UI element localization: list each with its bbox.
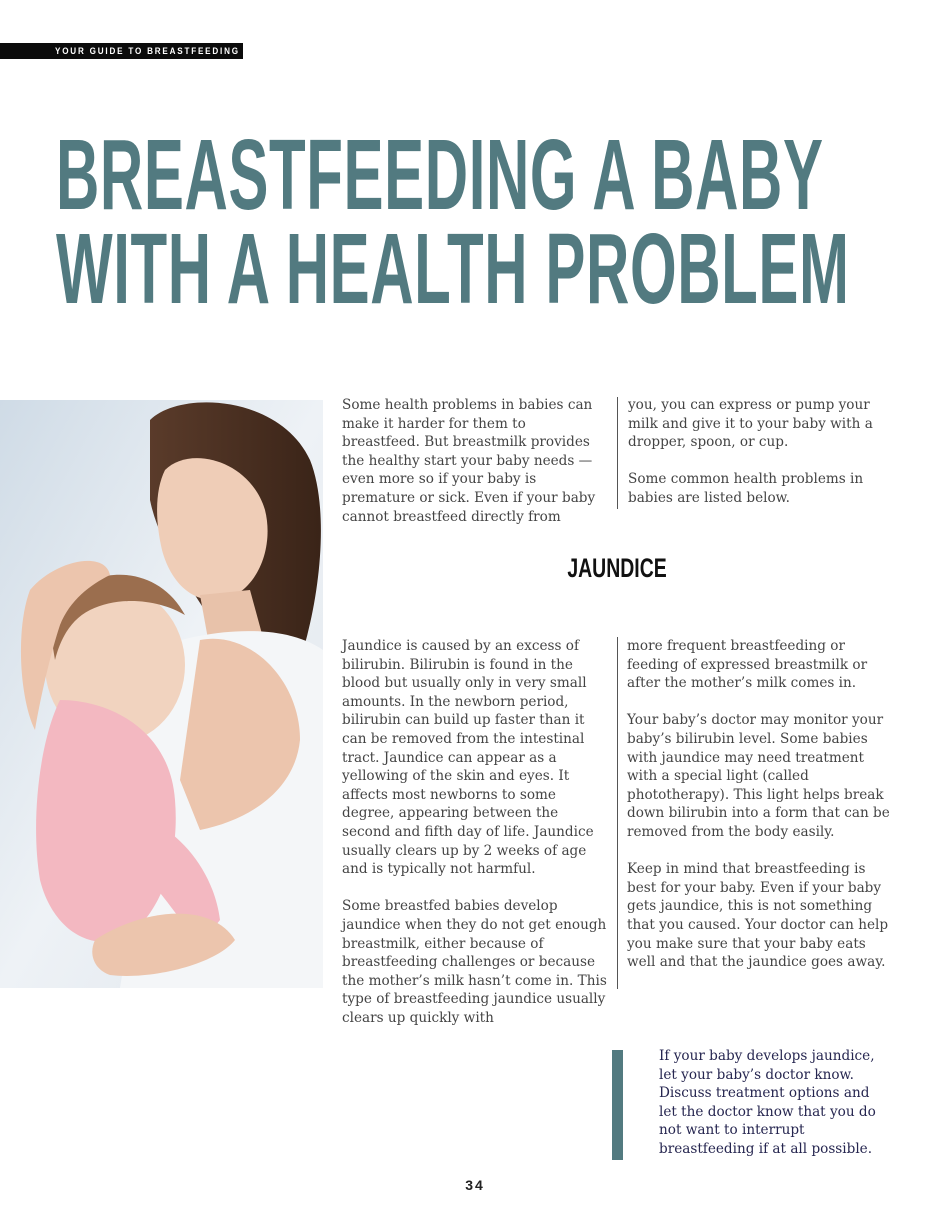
- jaundice-column-right: [627, 637, 897, 972]
- intro-paragraph-list-note: Some common health problems in babies are listed below.: [628, 471, 864, 506]
- jaundice-paragraph-5: Keep in mind that breastfeeding is best for your baby. Even if your baby gets jaundice, this is not something that you caused. Your doctor can help you make sure that your baby eats well and that the jaundice goes away.: [627, 861, 889, 971]
- header-bar: [0, 43, 243, 59]
- intro-column-divider: [617, 397, 618, 509]
- section-heading-jaundice: [342, 552, 892, 584]
- callout-text: If your baby develops jaundice, let your baby’s doctor know. Discuss treatment options and let the doctor know that you do not want to interrupt breastfeeding if at all possible.: [659, 1048, 876, 1157]
- jaundice-paragraph-3: more frequent breastfeeding or feeding of expressed breastmilk or after the mother’s milk comes in.: [627, 638, 868, 692]
- intro-paragraph: Some health problems in babies can make it harder for them to breastfeed. But breastmilk provides the healthy start your baby needs — even more so if your baby is premature or sick. Even if your baby cannot breastfeed directly from: [342, 397, 596, 525]
- intro-column-right: [628, 396, 898, 508]
- intro-column-left: [342, 396, 604, 526]
- jaundice-paragraph-4: Your baby’s doctor may monitor your baby’s bilirubin level. Some babies with jaundice may need treatment with a special light (called phototherapy). This light helps break down bilirubin into a form that can be removed from the body easily.: [627, 712, 890, 840]
- jaundice-paragraph-2: Some breastfed babies develop jaundice when they do not get enough breastmilk, either because of breastfeeding challenges or because the mother’s milk hasn’t come in. This type of breastfeeding jaundice usually clears up quickly with: [342, 898, 607, 1026]
- section-heading-text: JAUNDICE: [567, 553, 667, 583]
- page-number: 34: [465, 1177, 485, 1193]
- page-title-line-1: BREASTFEEDING A BABY: [56, 119, 824, 231]
- jaundice-column-left: [342, 637, 610, 1027]
- page-title-line-2: WITH A HEALTH PROBLEM: [56, 213, 850, 325]
- mother-holding-baby-photo: [0, 400, 323, 988]
- header-label: YOUR GUIDE TO BREASTFEEDING: [55, 46, 240, 56]
- intro-paragraph-continued: you, you can express or pump your milk and give it to your baby with a dropper, spoon, or cup.: [628, 397, 873, 451]
- callout-accent-bar: [612, 1050, 623, 1160]
- jaundice-column-divider: [617, 637, 618, 989]
- jaundice-paragraph-1: Jaundice is caused by an excess of bilirubin. Bilirubin is found in the blood but usually only in very small amounts. In the newborn period, bilirubin can build up faster than it can be removed from the intestinal tract. Jaundice can appear as a yellowing of the skin and eyes. It affects most newborns to some degree, appearing between the second and fifth day of life. Jaundice usually clears up by 2 weeks of age and is typically not harmful.: [342, 638, 594, 878]
- photo-illustration: [0, 400, 323, 988]
- page-title: [56, 119, 850, 325]
